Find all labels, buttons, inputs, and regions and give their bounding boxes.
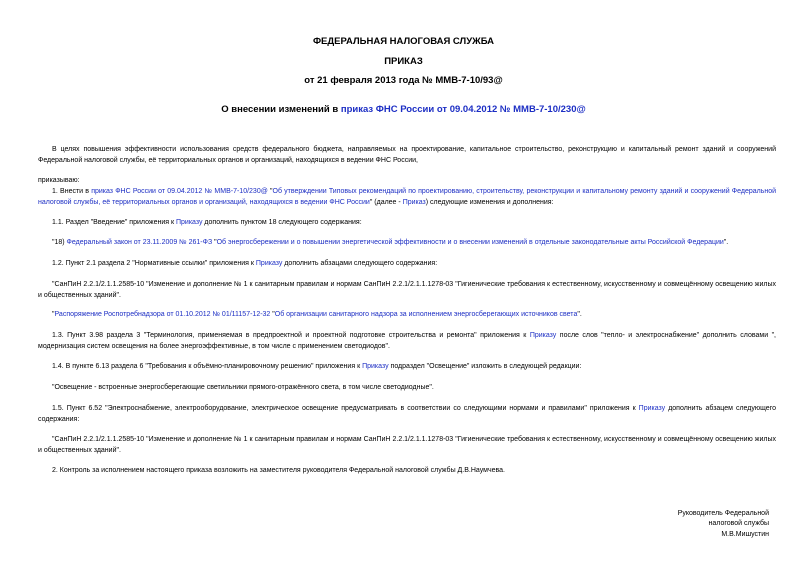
item-1-5-paragraph <box>38 404 776 425</box>
rospotrebnadzor-quote <box>38 310 776 321</box>
signature-line-1: Руководитель Федеральной <box>677 510 769 517</box>
energy-saving-law-title-link[interactable]: Об энергосбережении и о повышении энергетической эффективности и о внесении изменений в отдельные законодательные акты Российской Федерации <box>216 239 724 246</box>
doc-type-heading: ПРИКАЗ <box>384 56 423 67</box>
item-1-4-text-b: подраздел "Освещение" изложить в следующей редакции: <box>388 363 582 370</box>
item-1-1-text-a: 1.1. Раздел "Введение" приложения к <box>52 219 176 226</box>
prikazu-link-1-1[interactable]: Приказу <box>175 219 203 226</box>
item-1-4-paragraph <box>38 362 776 373</box>
item-1-3-text-b: после слов "тепло- и электроснабжение" дополнить словами ", модернизация систем освещения на более энергоэффективные, в том числе с применением светодиодов". <box>38 332 776 350</box>
item-18-text-c: ". <box>723 239 729 246</box>
lighting-quote: "Освещение - встроенные энергосберегающие светильники прямого-отражённого света, в том числе светодиодные". <box>52 384 434 391</box>
item-1-text-c: " (далее - <box>369 198 403 206</box>
prikazu-link-1-4[interactable]: Приказу <box>362 363 389 370</box>
item-1-3-text-a: 1.3. Пункт 3.98 раздела 3 "Терминология, применяемая в предпроектной и проектной подготовке строительства и ремонта" приложения к <box>52 332 530 339</box>
item-1-text-d: ) следующие изменения и дополнения: <box>425 198 554 206</box>
item-1-2-text-a: 1.2. Пункт 2.1 раздела 2 "Нормативные ссылки" приложения к <box>52 260 256 267</box>
rosp-text-a: " <box>52 311 55 318</box>
rospotrebnadzor-order-link[interactable]: Распоряжение Роспотребнадзора от 01.10.2012 № 01/11157-12-32 <box>54 311 271 318</box>
sanpin-quote-2: "СанПиН 2.2.1/2.1.1.2585-10 "Изменение и дополнение № 1 к санитарным правилам и нормам СанПиН 2.2.1/2.1.1.1278-03 "Гигиенические требования к естественному, искусственному и совмещённому освещению жилых и общественных зданий". <box>38 436 776 454</box>
rosp-text-c: ". <box>577 311 582 318</box>
item-2-paragraph: 2. Контроль за исполнением настоящего приказа возложить на заместителя руководителя Федеральной налоговой службы Д.В.Наумчева. <box>52 467 505 474</box>
order-date-number: от 21 февраля 2013 года № ММВ-7-10/93@ <box>304 75 503 86</box>
title-order-link[interactable]: приказ ФНС России от 09.04.2012 № ММВ-7-10/230@ <box>340 104 586 115</box>
item-18-text-a: "18) <box>52 239 67 246</box>
sanpin-quote-1: "СанПиН 2.2.1/2.1.1.2585-10 "Изменение и дополнение № 1 к санитарным правилам и нормам СанПиН 2.2.1/2.1.1.1278-03 "Гигиенические требования к естественному, искусственному и совмещённому освещению жилых и общественных зданий". <box>38 281 776 299</box>
sanitary-supervision-link[interactable]: Об организации санитарного надзора за исполнением энергосберегающих источников света <box>274 311 578 318</box>
order-title <box>0 104 807 116</box>
intro-paragraph: В целях повышения эффективности использования средств федерального бюджета, направляемых на проектирование, капитальное строительство, реконструкцию и капитальный ремонт зданий и сооружений Федеральной налоговой службы, её территориальных органов и организаций, находящихся в ведении ФНС России, <box>38 146 776 164</box>
rosp-text-b: " <box>270 311 275 318</box>
item-18-quote <box>38 238 776 249</box>
item-1-4-text-a: 1.4. В пункте 6.13 раздела 6 "Требования к объёмно-планировочному решению" приложения к <box>52 363 363 370</box>
item-1-1-text-b: дополнить пунктом 18 следующего содержания: <box>202 219 362 226</box>
item-1-text-b: " <box>267 188 273 195</box>
signature-name: М.В.Мишустин <box>721 531 769 538</box>
federal-law-261-link[interactable]: Федеральный закон от 23.11.2009 № 261-ФЗ <box>66 239 213 246</box>
item-1-5-text-a: 1.5. Пункт 6.52 "Электроснабжение, электрооборудование, электрическое освещение предусматривать в соответствии со следующими нормами и правилами" приложения к <box>52 405 639 412</box>
order-word: приказываю: <box>38 177 80 184</box>
order-230-link[interactable]: приказ ФНС России от 09.04.2012 № ММВ-7-10/230@ <box>91 188 268 195</box>
item-1-text-a: 1. Внести в <box>52 188 92 195</box>
item-1-5-text-b: дополнить абзацем следующего содержания: <box>38 405 776 423</box>
item-18-text-b: " <box>212 239 217 246</box>
item-1-2-text-b: дополнить абзацами следующего содержания: <box>282 260 438 267</box>
item-1-paragraph <box>38 187 776 208</box>
signature-line-2: налоговой службы <box>708 520 769 527</box>
item-1-2-paragraph <box>38 259 776 270</box>
title-prefix: О внесении изменений в <box>221 104 341 115</box>
prikaz-link[interactable]: Приказ <box>402 198 426 206</box>
prikazu-link-1-5[interactable]: Приказу <box>638 405 666 412</box>
agency-heading: ФЕДЕРАЛЬНАЯ НАЛОГОВАЯ СЛУЖБА <box>312 36 495 47</box>
item-1-3-paragraph <box>38 331 776 352</box>
prikazu-link-1-3[interactable]: Приказу <box>529 332 557 339</box>
item-1-1-paragraph <box>38 218 776 229</box>
typical-recommendations-link[interactable]: Об утверждении Типовых рекомендаций по проектированию, строительству, реконструкции и капитальному ремонту зданий и сооружений Федеральной налоговой службы, её территориальных органов и организаций, находящихся в ведении ФНС России <box>38 188 777 206</box>
prikazu-link-1-2[interactable]: Приказу <box>255 260 283 267</box>
